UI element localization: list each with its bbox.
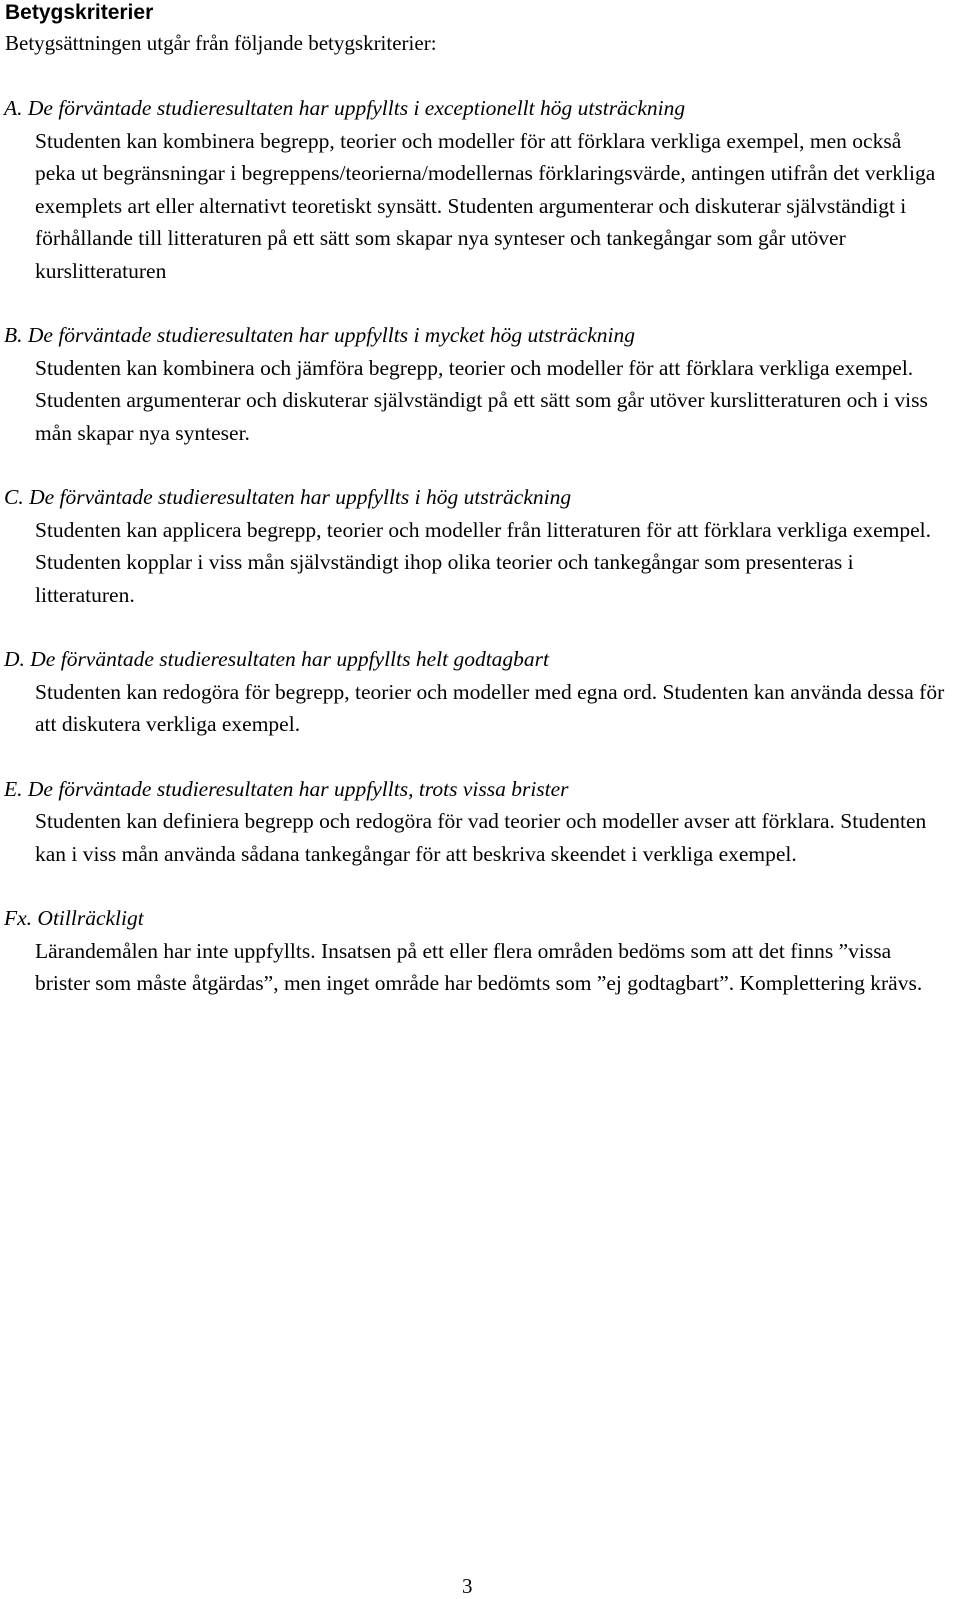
intro-text: Betygsättningen utgår från följande betygskriterier: bbox=[5, 31, 437, 55]
criterion-title: Fx. Otillräckligt bbox=[4, 906, 144, 930]
criterion-description: Lärandemålen har inte uppfyllts. Insatsen på ett eller flera områden bedöms som att det finns ”vissa brister som måste åtgärdas”, men inget område har bedömts som ”ej godtagbart”. Komplettering krävs. bbox=[35, 938, 923, 995]
page-number: 3 bbox=[462, 1574, 473, 1598]
criterion-fx bbox=[4, 902, 945, 1000]
criterion-title: D. De förväntade studieresultaten har uppfyllts helt godtagbart bbox=[4, 647, 550, 671]
criterion-description: Studenten kan kombinera och jämföra begrepp, teorier och modeller för att förklara verkliga exempel. Studenten argumenterar och diskuterar självständigt på ett sätt som går utöver kurslitteraturen och i viss mån skapar nya synteser. bbox=[35, 355, 928, 445]
criterion-e bbox=[4, 773, 945, 871]
criterion-title: B. De förväntade studieresultaten har uppfyllts i mycket hög utsträckning bbox=[4, 323, 635, 347]
criterion-description: Studenten kan applicera begrepp, teorier och modeller från litteraturen för att förklara verkliga exempel. Studenten kopplar i viss mån självständigt ihop olika teorier och tankegångar som presenteras i litteraturen. bbox=[35, 517, 932, 607]
section-heading: Betygskriterier bbox=[5, 1, 154, 24]
criterion-description: Studenten kan definiera begrepp och redogöra för vad teorier och modeller avser att förklara. Studenten kan i viss mån använda sådana tankegångar för att beskriva skeendet i verkliga exempel. bbox=[35, 809, 927, 866]
criterion-a bbox=[4, 92, 945, 287]
criterion-description: Studenten kan kombinera begrepp, teorier och modeller för att förklara verkliga exempel, men också peka ut begränsningar i begreppens/teorierna/modellernas förklaringsvärde, antingen utifrån det verkliga exemplets art eller alternativt teoretiskt synsätt. Studenten argumenterar och diskuterar självständigt i förhållande till litteraturen på ett sätt som skapar nya synteser och tankegångar som går utöver kurslitteraturen bbox=[35, 128, 936, 283]
criterion-title: A. De förväntade studieresultaten har uppfyllts i exceptionellt hög utsträckning bbox=[4, 96, 686, 120]
criterion-c bbox=[4, 481, 945, 611]
criterion-d bbox=[4, 643, 945, 741]
criterion-title: E. De förväntade studieresultaten har uppfyllts, trots vissa brister bbox=[4, 776, 569, 801]
criterion-b bbox=[4, 319, 945, 449]
criterion-description: Studenten kan redogöra för begrepp, teorier och modeller med egna ord. Studenten kan använda dessa för att diskutera verkliga exempel. bbox=[35, 679, 945, 736]
criterion-title: C. De förväntade studieresultaten har uppfyllts i hög utsträckning bbox=[4, 485, 572, 509]
grading-criteria-list bbox=[4, 92, 945, 1032]
